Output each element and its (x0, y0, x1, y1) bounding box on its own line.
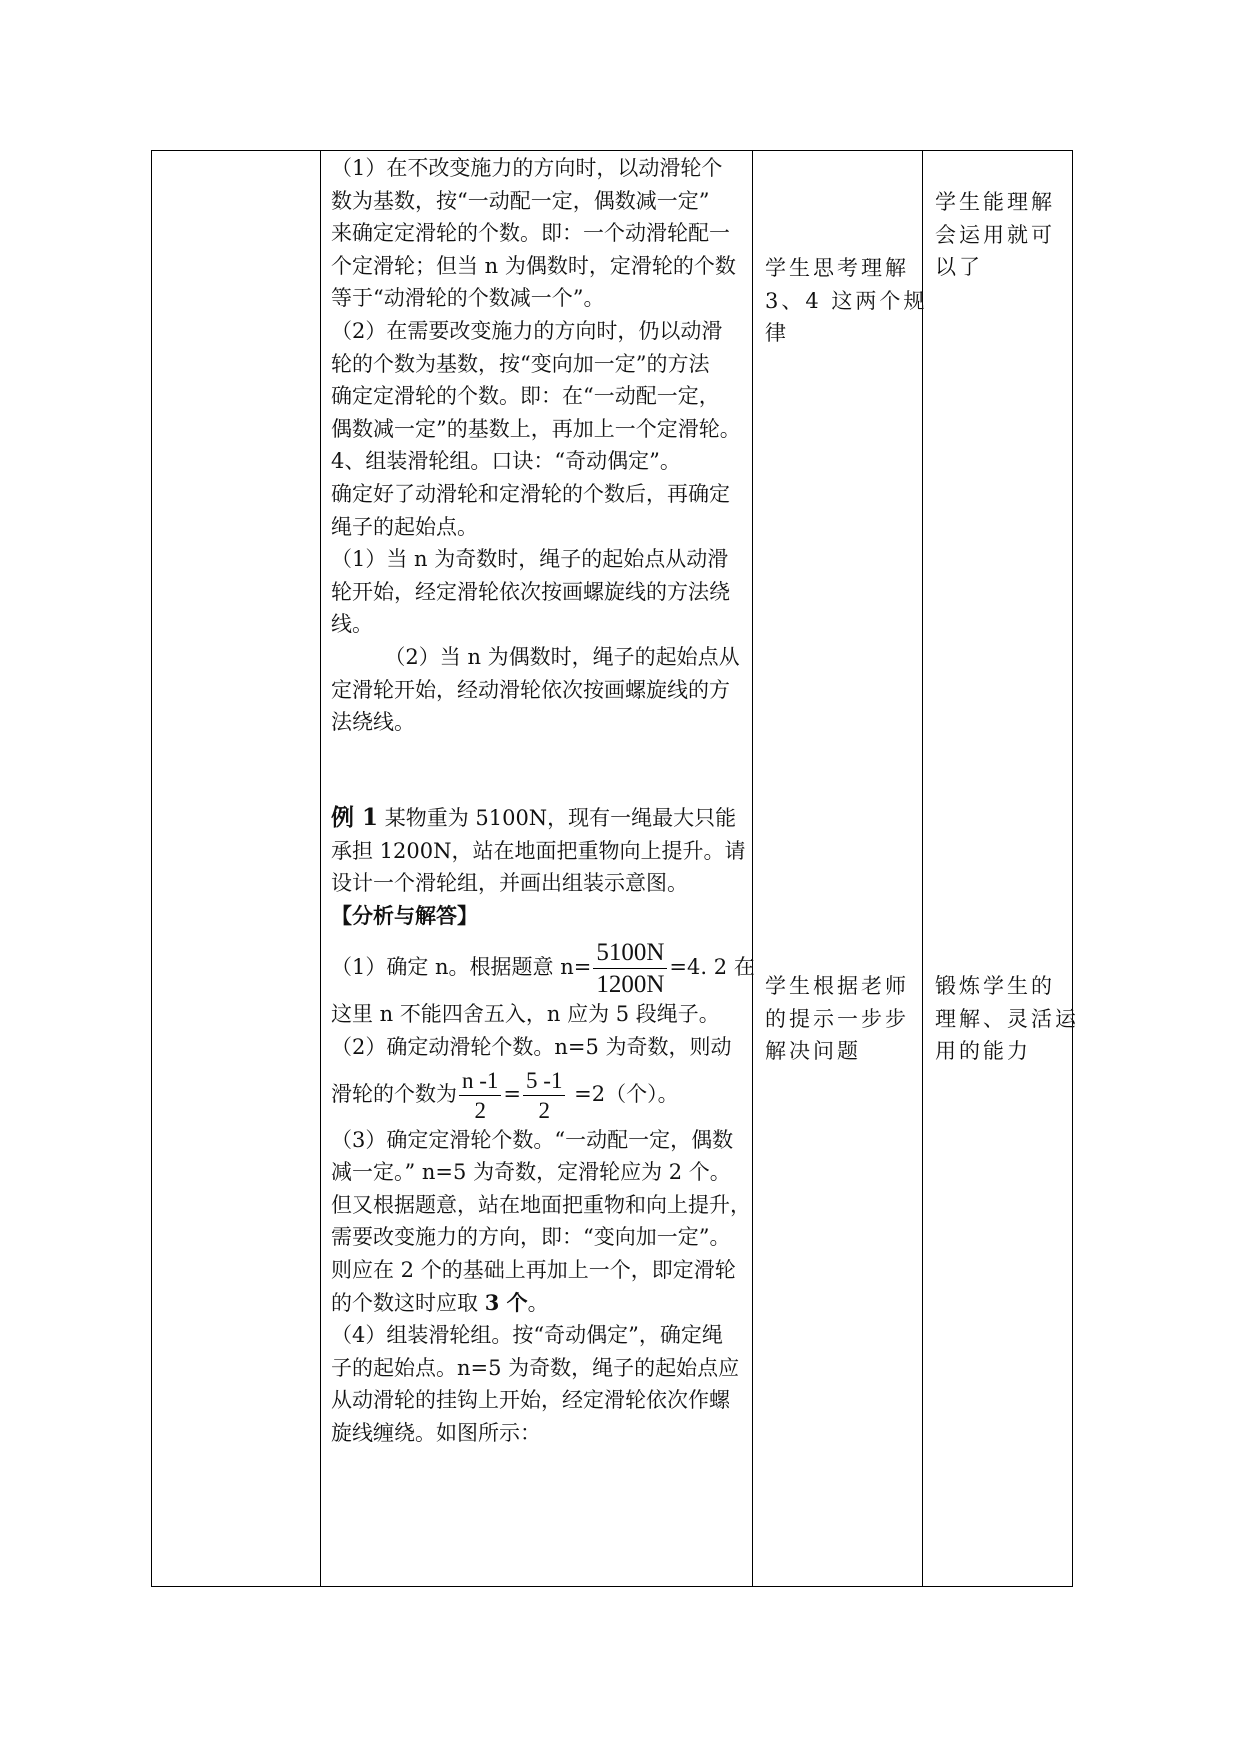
text-line: （2）在需要改变施力的方向时，仍以动滑 (331, 318, 723, 343)
text-line: 律 (765, 321, 789, 346)
text-line (331, 1287, 755, 1320)
text-line: 确定定滑轮的个数。即：在“一动配一定， (331, 384, 720, 409)
text-line: 4、组装滑轮组。口诀：“奇动偶定”。 (331, 449, 681, 474)
text-span: =2（个）。 (567, 1081, 679, 1106)
text-line: （2）确定动滑轮个数。n=5 为奇数，则动 (331, 1034, 732, 1059)
design-intent-top (935, 186, 1055, 284)
text-line: 来确定定滑轮的个数。即：一个动滑轮配一 (331, 221, 730, 246)
text-line: （4）组装滑轮组。按“奇动偶定”，确定绳 (331, 1323, 723, 1348)
text-line: 但又根据题意，站在地面把重物和向上提升， (331, 1192, 751, 1217)
fraction-numerator: 5 -1 (523, 1069, 565, 1096)
fraction-denominator: 1200N (596, 971, 665, 999)
student-activity-top (765, 252, 927, 350)
text-line: 以了 (935, 255, 983, 280)
content-cell-rules (331, 152, 741, 739)
column-divider (922, 150, 923, 1587)
fraction-movable-formula (459, 1069, 501, 1122)
fraction-movable-value (523, 1069, 565, 1122)
text-span: 。 (527, 1290, 549, 1315)
text-line: 锻炼学生的 (935, 974, 1055, 998)
example-intro (331, 802, 755, 835)
text-line: 轮开始，经定滑轮依次按画螺旋线的方法绕 (331, 579, 730, 604)
text-line: 3、4 这两个规 (765, 288, 928, 313)
text-line: 轮的个数为基数，按“变向加一定”的方法 (331, 351, 710, 376)
fraction-denominator: 2 (474, 1097, 486, 1123)
text-line: 学生能理解 (935, 190, 1055, 214)
analysis-heading: 【分析与解答】 (331, 902, 478, 928)
text-line: （1）当 n 为奇数时，绳子的起始点从动滑 (331, 547, 729, 572)
text-line: （1）在不改变施力的方向时，以动滑轮个 (331, 156, 723, 180)
text-line: 这里 n 不能四舍五入，n 应为 5 段绳子。 (331, 1002, 720, 1027)
text-line: 个定滑轮；但当 n 为偶数时，定滑轮的个数 (331, 253, 736, 278)
design-intent-bottom (935, 970, 1079, 1068)
text-line: 减一定。” n=5 为奇数，定滑轮应为 2 个。 (331, 1160, 731, 1185)
text-line: 等于“动滑轮的个数减一个”。 (331, 286, 605, 311)
text-line: 定滑轮开始，经动滑轮依次按画螺旋线的方 (331, 677, 730, 702)
table-cell-empty (152, 151, 320, 1586)
text-line: 需要改变施力的方向，即：“变向加一定”。 (331, 1225, 731, 1250)
text-line: 偶数减一定”的基数上，再加上一个定滑轮。 (331, 416, 741, 441)
step2-line (331, 1064, 755, 1124)
text-span: = (503, 1081, 522, 1106)
text-line: 承担 1200N，站在地面把重物向上提升。请 (331, 838, 746, 863)
text-span: 的个数这时应取 (331, 1290, 485, 1315)
text-line: 学生根据老师 (765, 974, 909, 998)
fraction-weight-ratio (593, 940, 667, 997)
text-line: （2）当 n 为偶数时，绳子的起始点从 (331, 644, 740, 669)
column-divider (320, 150, 321, 1587)
text-line: 用的能力 (935, 1039, 1031, 1064)
fraction-numerator: n -1 (459, 1069, 501, 1096)
fraction-numerator: 5100N (593, 940, 667, 969)
text-line: 学生思考理解 (765, 256, 909, 280)
text-line: 某物重为 5100N，现有一绳最大只能 (378, 806, 737, 830)
text-line: 则应在 2 个的基础上再加上一个，即定滑轮 (331, 1257, 736, 1282)
text-line: 确定好了动滑轮和定滑轮的个数后，再确定 (331, 481, 730, 506)
text-line: 线。 (331, 612, 373, 637)
text-span: （1）确定 n。根据题意 n= (331, 955, 592, 980)
fraction-denominator: 2 (538, 1097, 550, 1123)
text-line: 的提示一步步 (765, 1006, 909, 1031)
step1-line (331, 936, 755, 998)
text-line: 从动滑轮的挂钩上开始，经定滑轮依次作螺 (331, 1388, 730, 1413)
text-line: （3）确定定滑轮个数。“一动配一定，偶数 (331, 1127, 734, 1152)
text-line: 理解、灵活运 (935, 1006, 1079, 1031)
text-line: 子的起始点。n=5 为奇数，绳子的起始点应 (331, 1355, 740, 1380)
text-line: 解决问题 (765, 1039, 861, 1064)
example-label: 例 1 (331, 804, 379, 831)
text-span: =4. 2 在 (669, 955, 755, 980)
text-line: 设计一个滑轮组，并画出组装示意图。 (331, 871, 688, 896)
text-line: 绳子的起始点。 (331, 514, 478, 539)
text-line: 数为基数，按“一动配一定，偶数减一定” (331, 188, 710, 213)
text-line: 法绕线。 (331, 710, 415, 735)
student-activity-bottom (765, 970, 909, 1068)
text-line: 旋线缠绕。如图所示： (331, 1420, 541, 1445)
answer-highlight: 3 个 (484, 1289, 528, 1315)
text-line: 会运用就可 (935, 222, 1055, 247)
content-cell-example (331, 802, 755, 1450)
text-span: 滑轮的个数为 (331, 1081, 457, 1106)
